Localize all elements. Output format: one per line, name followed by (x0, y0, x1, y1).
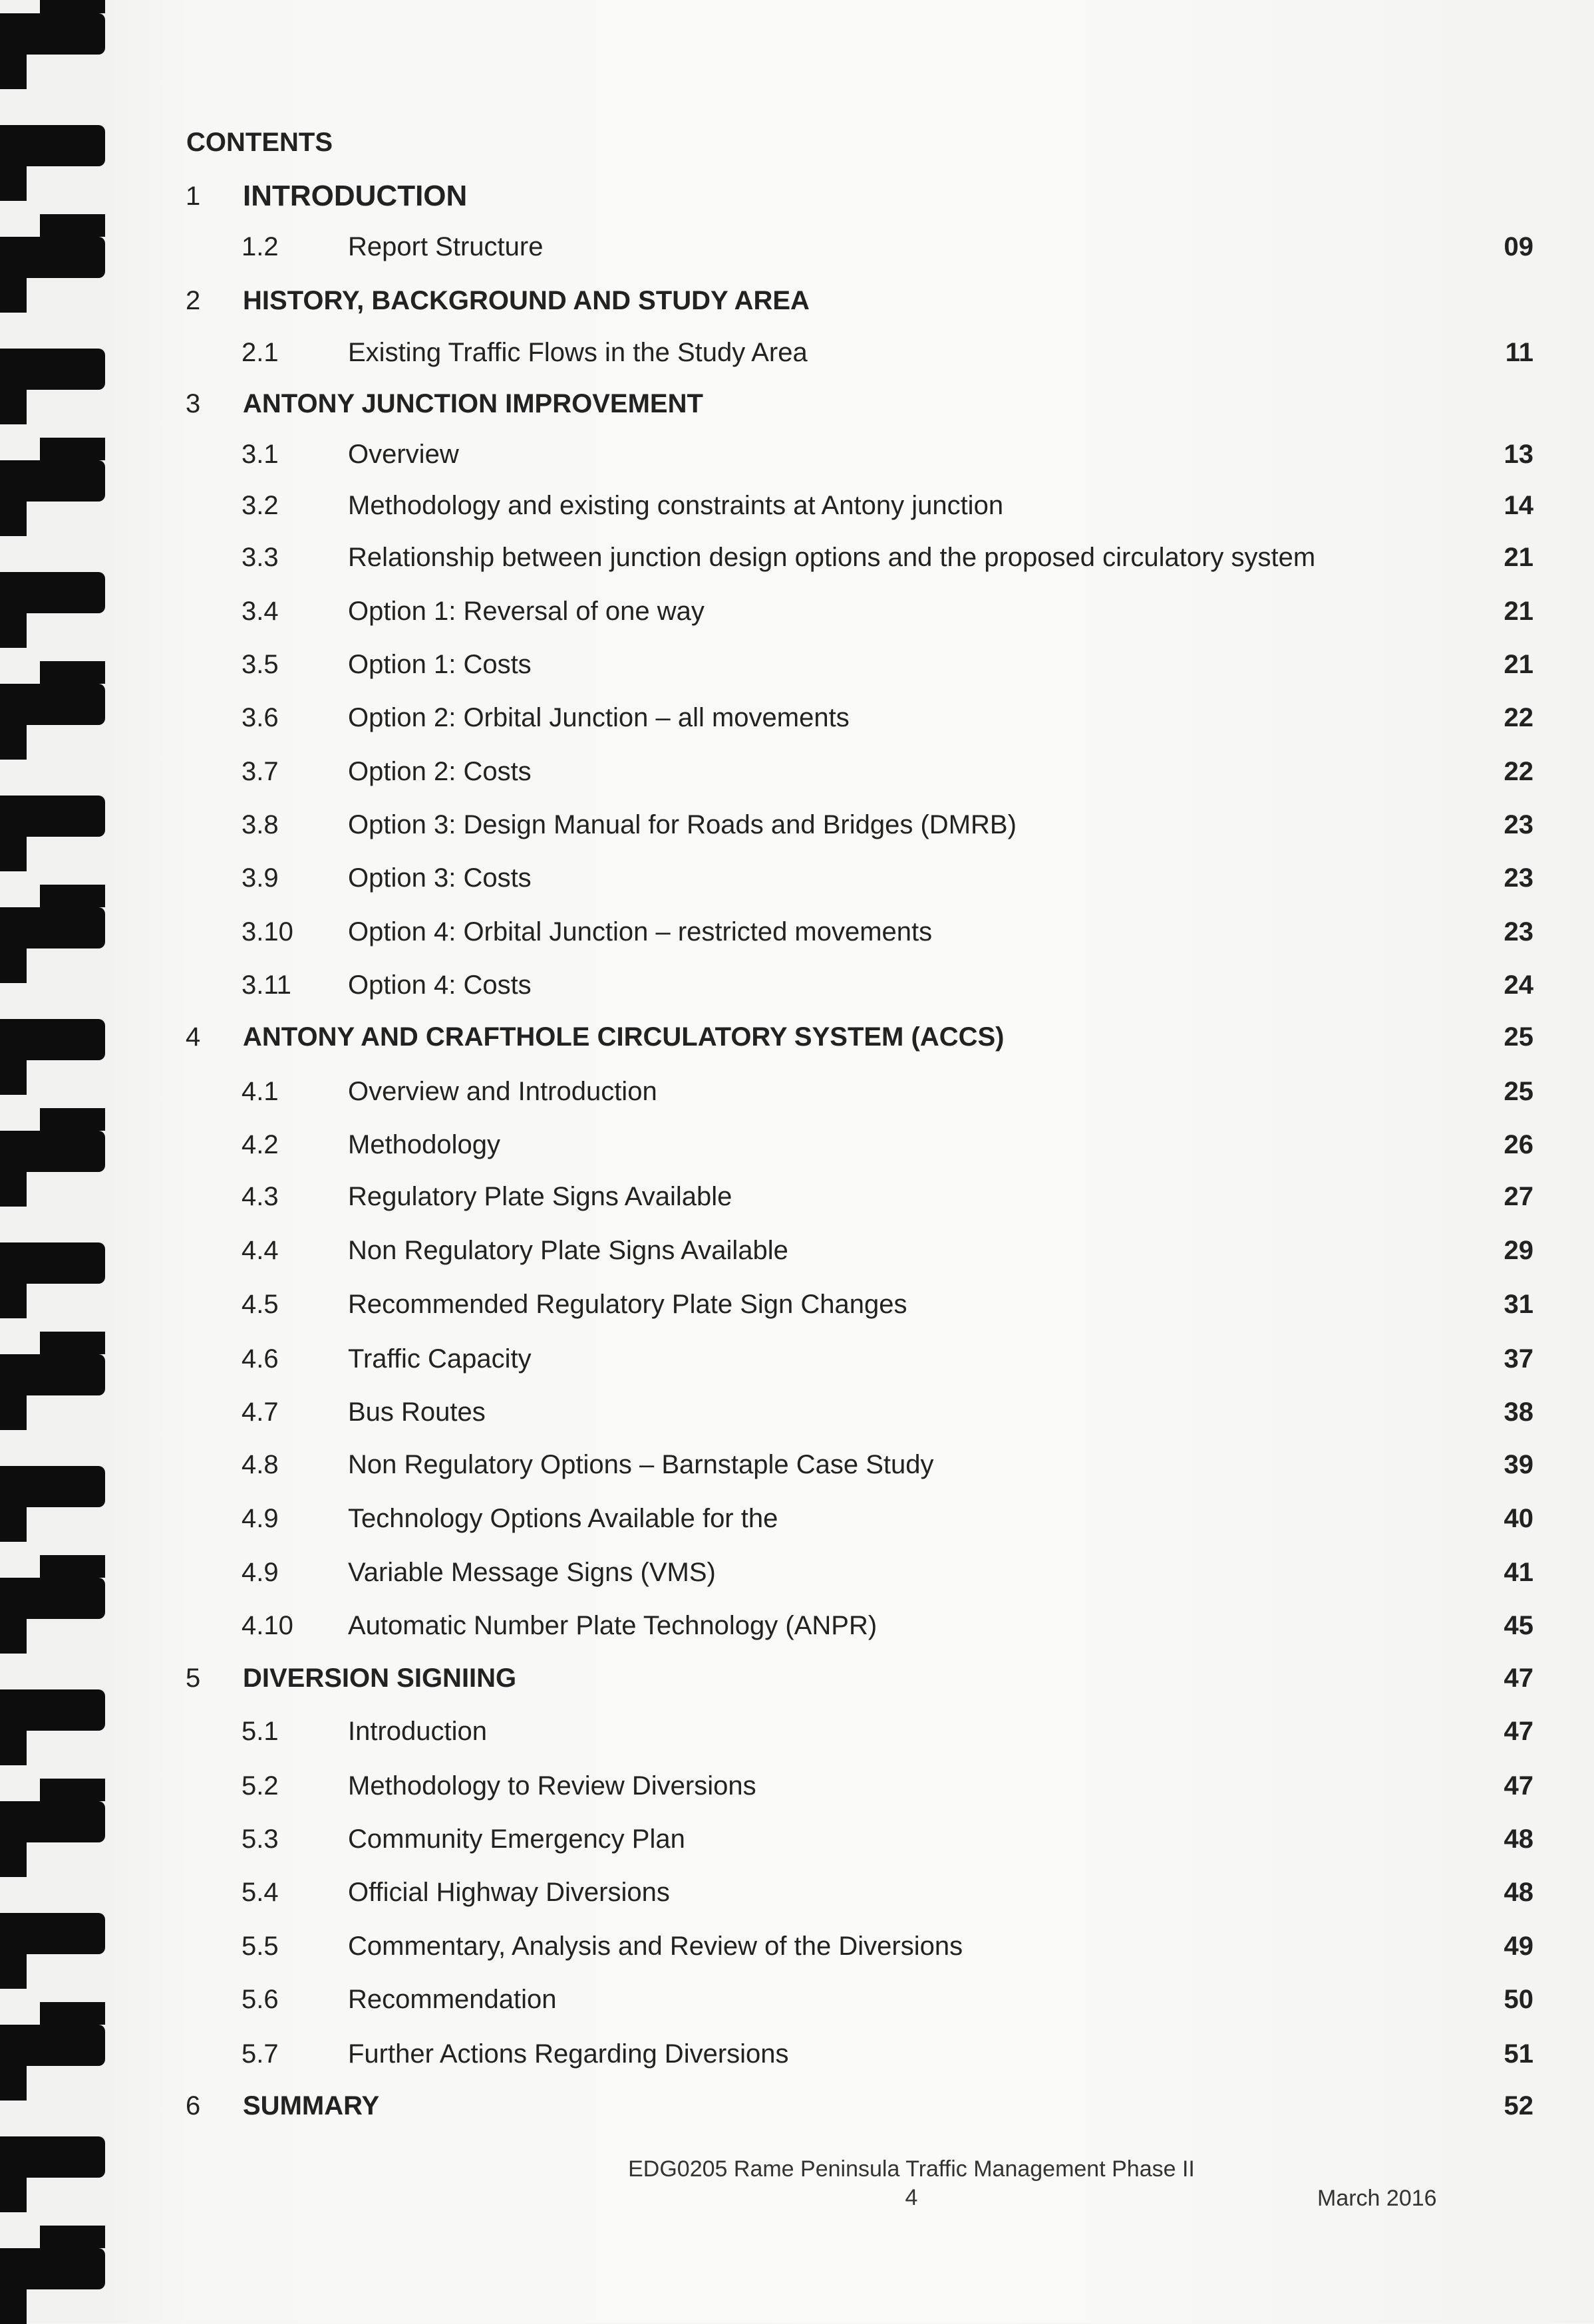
toc-entry-number: 5.6 (241, 1985, 279, 2014)
toc-entry-title: Existing Traffic Flows in the Study Area (348, 338, 808, 367)
toc-entry-page: 14 (1504, 491, 1533, 520)
toc-entry-number: 3.3 (241, 543, 279, 572)
toc-entry-title: Non Regulatory Plate Signs Available (348, 1236, 788, 1265)
toc-entry-title: Commentary, Analysis and Review of the Diversions (348, 1932, 963, 1961)
toc-entry-page: 21 (1504, 650, 1533, 679)
toc-entry-number: 4.8 (241, 1450, 279, 1479)
toc-entry-page: 26 (1504, 1130, 1533, 1159)
toc-entry-title: Variable Message Signs (VMS) (348, 1558, 716, 1587)
toc-subsection-row (170, 431, 1533, 478)
footer-date: March 2016 (1317, 2186, 1437, 2211)
toc-entry-page: 21 (1504, 543, 1533, 572)
toc-entry-number: 3 (186, 389, 201, 418)
toc-entry-title: Overview and Introduction (348, 1077, 657, 1106)
toc-entry-title: DIVERSION SIGNIING (243, 1664, 517, 1693)
toc-entry-title: ANTONY AND CRAFTHOLE CIRCULATORY SYSTEM (ACCS) (243, 1022, 1005, 1052)
toc-entry-number: 3.1 (241, 440, 279, 469)
toc-entry-page: 09 (1504, 232, 1533, 261)
toc-entry-page: 39 (1504, 1450, 1533, 1479)
toc-subsection-row (170, 1763, 1533, 1809)
toc-entry-title: Recommended Regulatory Plate Sign Changes (348, 1290, 907, 1319)
toc-entry-number: 3.10 (241, 917, 293, 946)
toc-entry-number: 1 (186, 182, 201, 211)
toc-entry-page: 52 (1504, 2091, 1533, 2120)
toc-entry-number: 3.5 (241, 650, 279, 679)
binding-ring (0, 1578, 105, 1619)
toc-entry-number: 3.2 (241, 491, 279, 520)
toc-entry-title: Further Actions Regarding Diversions (348, 2039, 789, 2069)
toc-entry-title: Automatic Number Plate Technology (ANPR) (348, 1611, 877, 1640)
toc-section-row (170, 277, 1533, 324)
binding-ring (0, 2248, 105, 2289)
toc-entry-number: 4.4 (241, 1236, 279, 1265)
toc-subsection-row (170, 1708, 1533, 1755)
toc-subsection-row (170, 1976, 1533, 2023)
toc-subsection-row (170, 855, 1533, 901)
toc-entry-number: 5 (186, 1664, 201, 1693)
toc-entry-number: 5.7 (241, 2039, 279, 2069)
toc-entry-page: 49 (1504, 1932, 1533, 1961)
toc-entry-title: Regulatory Plate Signs Available (348, 1182, 732, 1211)
toc-entry-number: 6 (186, 2091, 201, 2120)
toc-entry-title: Methodology and existing constraints at Antony junction (348, 491, 1004, 520)
toc-subsection-row (170, 801, 1533, 848)
toc-entry-number: 4.9 (241, 1504, 279, 1533)
toc-entry-title: Option 3: Design Manual for Roads and Bridges (DMRB) (348, 810, 1017, 839)
toc-subsection-row (170, 1173, 1533, 1220)
toc-subsection-row (170, 962, 1533, 1008)
toc-entry-number: 5.3 (241, 1824, 279, 1854)
toc-entry-title: Community Emergency Plan (348, 1824, 685, 1854)
toc-entry-number: 4.6 (241, 1344, 279, 1374)
toc-entry-title: Methodology (348, 1130, 501, 1159)
toc-subsection-row (170, 2031, 1533, 2077)
toc-entry-page: 22 (1504, 703, 1533, 732)
toc-subsection-row (170, 534, 1533, 581)
toc-subsection-row (170, 482, 1533, 529)
toc-entry-number: 4.2 (241, 1130, 279, 1159)
toc-subsection-row (170, 1389, 1533, 1435)
toc-subsection-row (170, 1441, 1533, 1488)
toc-entry-number: 5.1 (241, 1717, 279, 1746)
toc-entry-number: 2.1 (241, 338, 279, 367)
toc-entry-number: 1.2 (241, 232, 279, 261)
binding-ring (0, 13, 105, 55)
footer-doc-title: EDG0205 Rame Peninsula Traffic Management Phase II (628, 2156, 1195, 2182)
toc-entry-page: 11 (1505, 338, 1533, 367)
toc-subsection-row (170, 1336, 1533, 1382)
toc-section-row (170, 2083, 1533, 2129)
toc-entry-page: 25 (1504, 1022, 1533, 1052)
toc-entry-page: 23 (1504, 810, 1533, 839)
toc-entry-number: 4.7 (241, 1397, 279, 1427)
toc-entry-number: 4.9 (241, 1558, 279, 1587)
toc-entry-page: 47 (1504, 1664, 1533, 1693)
toc-section-row (170, 1655, 1533, 1701)
toc-entry-page: 25 (1504, 1077, 1533, 1106)
binding-ring (0, 572, 105, 613)
toc-entry-page: 24 (1504, 970, 1533, 1000)
binding-ring (0, 1689, 105, 1731)
toc-subsection-row (170, 694, 1533, 741)
toc-entry-title: Option 4: Costs (348, 970, 532, 1000)
toc-entry-page: 27 (1504, 1182, 1533, 1211)
toc-subsection-row (170, 1816, 1533, 1862)
toc-subsection-row (170, 588, 1533, 635)
toc-entry-page: 51 (1504, 2039, 1533, 2069)
binding-ring (0, 1801, 105, 1842)
toc-entry-title: Overview (348, 440, 459, 469)
toc-entry-title: Bus Routes (348, 1397, 486, 1427)
toc-entry-title: Option 2: Costs (348, 757, 532, 786)
toc-entry-title: Methodology to Review Diversions (348, 1771, 756, 1801)
binding-ring (0, 125, 105, 166)
toc-entry-page: 13 (1504, 440, 1533, 469)
binding-ring (0, 2025, 105, 2066)
toc-subsection-row (170, 641, 1533, 688)
toc-entry-number: 3.7 (241, 757, 279, 786)
toc-subsection-row (170, 1121, 1533, 1168)
toc-entry-title: SUMMARY (243, 2091, 380, 2120)
toc-entry-number: 4.3 (241, 1182, 279, 1211)
toc-entry-number: 3.11 (241, 970, 291, 1000)
toc-entry-number: 4.10 (241, 1611, 293, 1640)
toc-entry-page: 21 (1504, 597, 1533, 626)
spiral-binding (0, 0, 113, 2323)
binding-ring (0, 1019, 105, 1060)
toc-entry-number: 3.6 (241, 703, 279, 732)
toc-subsection-row (170, 223, 1533, 270)
toc-entry-number: 3.9 (241, 863, 279, 893)
toc-entry-title: HISTORY, BACKGROUND AND STUDY AREA (243, 286, 810, 315)
toc-entry-number: 5.2 (241, 1771, 279, 1801)
toc-subsection-row (170, 1068, 1533, 1115)
toc-entry-number: 4.1 (241, 1077, 279, 1106)
toc-entry-page: 47 (1504, 1771, 1533, 1801)
toc-subsection-row (170, 1869, 1533, 1916)
footer-page-number: 4 (905, 2185, 918, 2210)
toc-entry-page: 31 (1504, 1290, 1533, 1319)
toc-entry-page: 45 (1504, 1611, 1533, 1640)
toc-subsection-row (170, 1227, 1533, 1274)
binding-ring (0, 2136, 105, 2178)
toc-subsection-row (170, 1549, 1533, 1596)
toc-entry-page: 50 (1504, 1985, 1533, 2014)
toc-entry-number: 4 (186, 1022, 201, 1052)
binding-ring (0, 1913, 105, 1954)
toc-entry-page: 40 (1504, 1504, 1533, 1533)
toc-section-row (170, 380, 1533, 427)
toc-entry-title: Option 1: Costs (348, 650, 532, 679)
toc-entry-title: ANTONY JUNCTION IMPROVEMENT (243, 389, 703, 418)
toc-entry-title: Recommendation (348, 1985, 557, 2014)
toc-entry-page: 23 (1504, 917, 1533, 946)
toc-entry-page: 48 (1504, 1824, 1533, 1854)
binding-ring (0, 907, 105, 948)
toc-subsection-row (170, 1281, 1533, 1328)
toc-entry-title: Technology Options Available for the (348, 1504, 778, 1533)
toc-entry-number: 4.5 (241, 1290, 279, 1319)
toc-entry-title: INTRODUCTION (243, 180, 468, 212)
toc-entry-title: Option 3: Costs (348, 863, 532, 893)
toc-entry-number: 5.5 (241, 1932, 279, 1961)
binding-ring (0, 684, 105, 725)
toc-entry-title: Official Highway Diversions (348, 1878, 670, 1907)
toc-subsection-row (170, 1923, 1533, 1969)
toc-section-row (170, 1014, 1533, 1060)
toc-entry-title: Report Structure (348, 232, 544, 261)
toc-entry-title: Non Regulatory Options – Barnstaple Case Study (348, 1450, 934, 1479)
toc-entry-page: 29 (1504, 1236, 1533, 1265)
binding-ring (0, 1354, 105, 1395)
binding-ring (0, 1131, 105, 1172)
toc-subsection-row (170, 748, 1533, 795)
footer (546, 2156, 1277, 2211)
binding-ring (0, 1242, 105, 1284)
toc-subsection-row (170, 1495, 1533, 1542)
toc-entry-number: 5.4 (241, 1878, 279, 1907)
toc-entry-number: 3.8 (241, 810, 279, 839)
toc-entry-page: 38 (1504, 1397, 1533, 1427)
toc-entry-page: 37 (1504, 1344, 1533, 1374)
toc-entry-title: Traffic Capacity (348, 1344, 532, 1374)
toc-entry-page: 48 (1504, 1878, 1533, 1907)
toc-entry-page: 47 (1504, 1717, 1533, 1746)
contents-heading: CONTENTS (186, 128, 333, 157)
toc-entry-title: Introduction (348, 1717, 488, 1746)
toc-subsection-row (170, 329, 1533, 376)
toc-entry-title: Option 1: Reversal of one way (348, 597, 705, 626)
toc-entry-number: 2 (186, 286, 201, 315)
toc-entry-page: 22 (1504, 757, 1533, 786)
toc-entry-title: Option 4: Orbital Junction – restricted movements (348, 917, 933, 946)
toc-entry-title: Option 2: Orbital Junction – all movements (348, 703, 850, 732)
binding-ring (0, 349, 105, 390)
toc-entry-title: Relationship between junction design options and the proposed circulatory system (348, 543, 1316, 572)
toc-subsection-row (170, 1602, 1533, 1649)
toc-entry-page: 41 (1504, 1558, 1533, 1587)
toc-entry-number: 3.4 (241, 597, 279, 626)
toc-section-row (170, 173, 1533, 219)
toc-subsection-row (170, 909, 1533, 955)
toc-entry-page: 23 (1504, 863, 1533, 893)
binding-ring (0, 1466, 105, 1507)
binding-ring (0, 796, 105, 837)
binding-ring (0, 237, 105, 278)
binding-ring (0, 460, 105, 502)
